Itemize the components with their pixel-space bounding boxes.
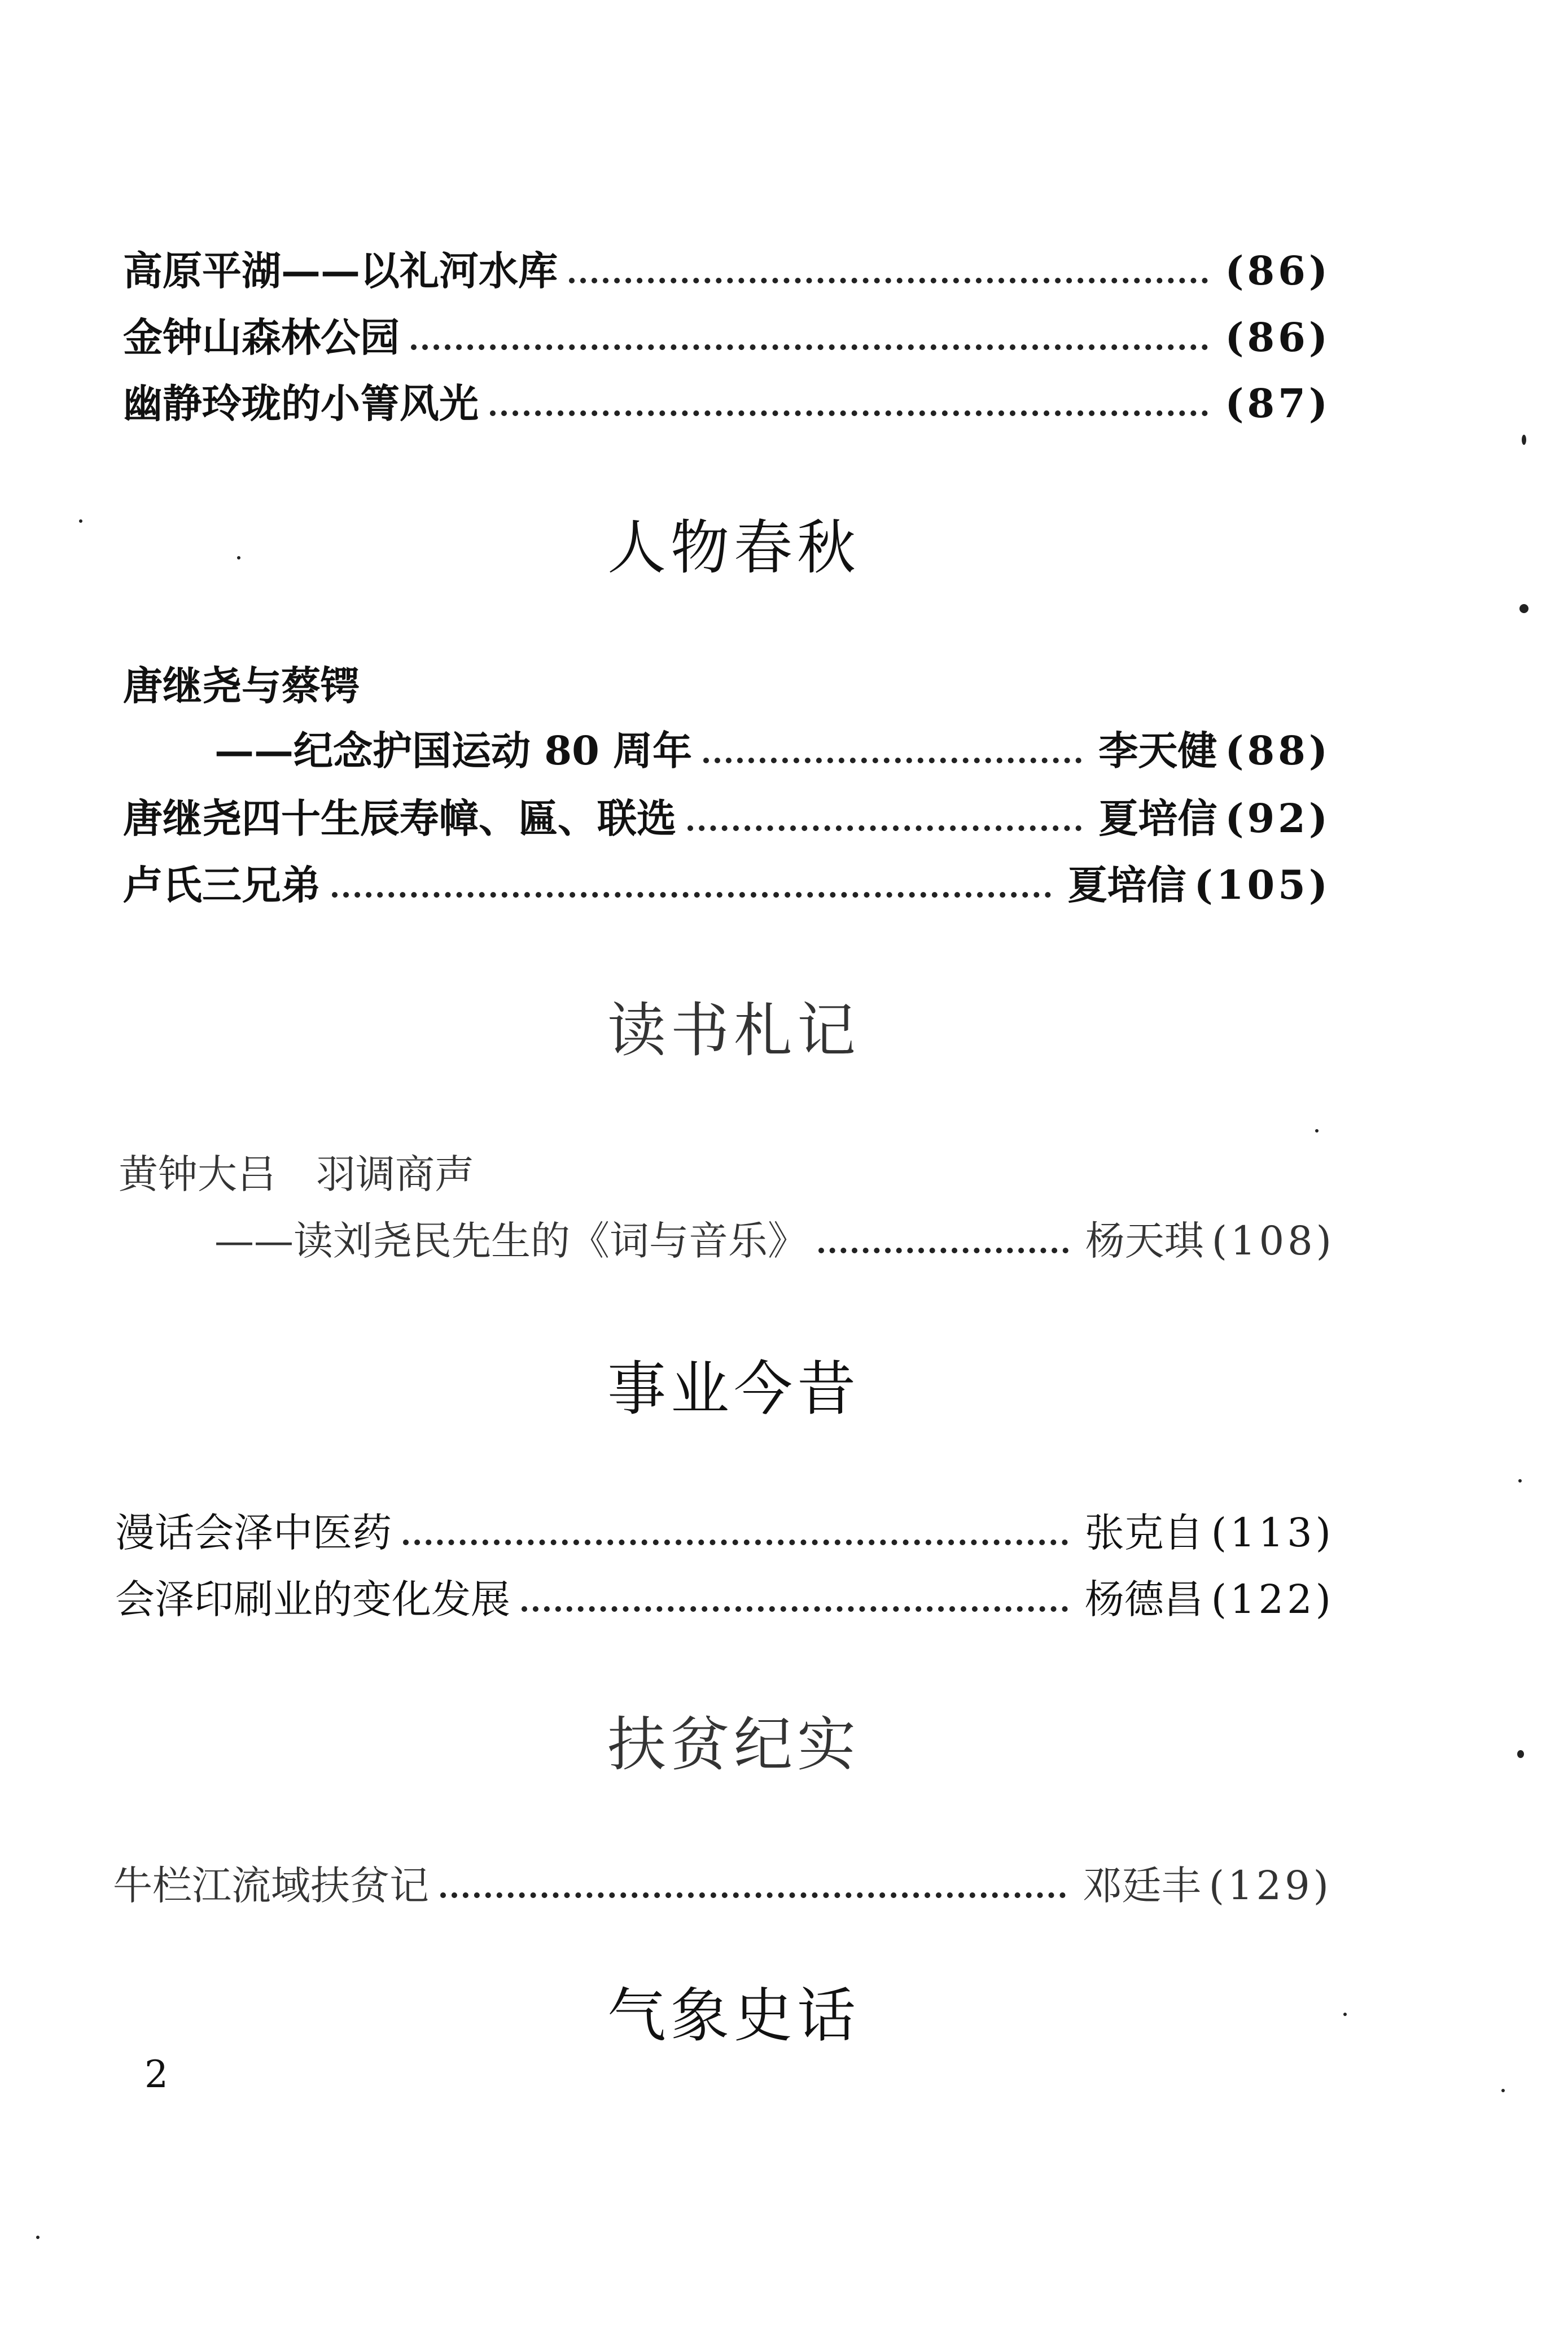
scan-speck bbox=[1315, 1129, 1319, 1132]
dot-leader bbox=[490, 375, 1208, 432]
section-heading: 读书札记 bbox=[607, 996, 860, 1065]
entry-author: 邓廷丰 bbox=[1082, 1862, 1201, 1909]
toc-entry bbox=[123, 309, 1331, 366]
entry-author: 夏培信 bbox=[1067, 862, 1186, 908]
scan-speck bbox=[1501, 2089, 1505, 2092]
dot-leader bbox=[522, 1571, 1068, 1628]
entry-author: 张克自 bbox=[1084, 1510, 1203, 1556]
dot-leader bbox=[569, 243, 1208, 299]
entry-author: 杨天琪 bbox=[1085, 1218, 1204, 1264]
section-heading: 扶贫纪实 bbox=[607, 1710, 860, 1779]
toc-entry bbox=[123, 243, 1331, 299]
entry-page: (86) bbox=[1225, 314, 1331, 361]
dot-leader bbox=[818, 1213, 1068, 1269]
entry-title: 会泽印刷业的变化发展 bbox=[115, 1576, 510, 1623]
entry-page: (129) bbox=[1208, 1862, 1332, 1909]
entry-title: 唐继尧四十生辰寿幛、匾、联选 bbox=[123, 795, 676, 842]
entry-title: 唐继尧与蔡锷 bbox=[123, 662, 360, 709]
scan-speck bbox=[1522, 435, 1526, 445]
entry-title: 漫话会泽中医药 bbox=[115, 1510, 392, 1556]
section-heading: 人物春秋 bbox=[607, 513, 860, 582]
entry-title: 金钟山森林公园 bbox=[123, 314, 400, 361]
dot-leader bbox=[687, 790, 1081, 847]
entry-author: 杨德昌 bbox=[1084, 1576, 1203, 1623]
dot-leader bbox=[440, 1857, 1066, 1914]
dot-leader bbox=[411, 309, 1208, 366]
scan-speck bbox=[36, 2236, 40, 2239]
entry-page: (92) bbox=[1225, 795, 1331, 842]
section-heading: 气象史话 bbox=[607, 1981, 860, 2050]
toc-entry bbox=[123, 375, 1331, 432]
entry-author: 李天健 bbox=[1098, 727, 1217, 774]
scan-speck bbox=[1519, 604, 1528, 613]
scan-speck bbox=[1343, 2013, 1347, 2016]
toc-entry bbox=[113, 1857, 1332, 1914]
entry-title: 幽静玲珑的小箐风光 bbox=[123, 380, 479, 427]
toc-entry bbox=[214, 723, 1331, 779]
entry-page: (105) bbox=[1194, 862, 1331, 908]
entry-author: 夏培信 bbox=[1098, 795, 1217, 842]
dot-leader bbox=[403, 1505, 1068, 1561]
entry-page: (86) bbox=[1225, 247, 1331, 294]
entry-subtitle: ——读刘尧民先生的《词与音乐》 bbox=[214, 1218, 807, 1264]
entry-title: 黄钟大吕 羽调商声 bbox=[119, 1151, 474, 1197]
scan-speck bbox=[79, 519, 82, 523]
entry-page: (113) bbox=[1211, 1510, 1334, 1556]
dot-leader bbox=[703, 723, 1081, 779]
dot-leader bbox=[332, 857, 1051, 913]
scan-speck bbox=[237, 556, 240, 559]
page-number: 2 bbox=[144, 2053, 168, 2096]
entry-subtitle: ——纪念护国运动 80 周年 bbox=[214, 727, 693, 774]
toc-entry bbox=[115, 1505, 1334, 1561]
scan-speck bbox=[1517, 1750, 1524, 1758]
entry-title: 牛栏江流域扶贫记 bbox=[113, 1862, 429, 1909]
toc-entry bbox=[115, 1571, 1334, 1628]
entry-page: (88) bbox=[1225, 727, 1331, 774]
scan-speck bbox=[1518, 1479, 1522, 1483]
toc-entry bbox=[123, 857, 1331, 913]
entry-page: (122) bbox=[1211, 1576, 1334, 1623]
toc-entry bbox=[214, 1213, 1335, 1269]
section-heading: 事业今昔 bbox=[607, 1354, 860, 1423]
toc-entry bbox=[123, 790, 1331, 847]
entry-title: 卢氏三兄弟 bbox=[123, 862, 321, 908]
entry-page: (87) bbox=[1225, 380, 1331, 427]
entry-title: 高原平湖——以礼河水库 bbox=[123, 247, 558, 294]
entry-page: (108) bbox=[1211, 1218, 1335, 1264]
